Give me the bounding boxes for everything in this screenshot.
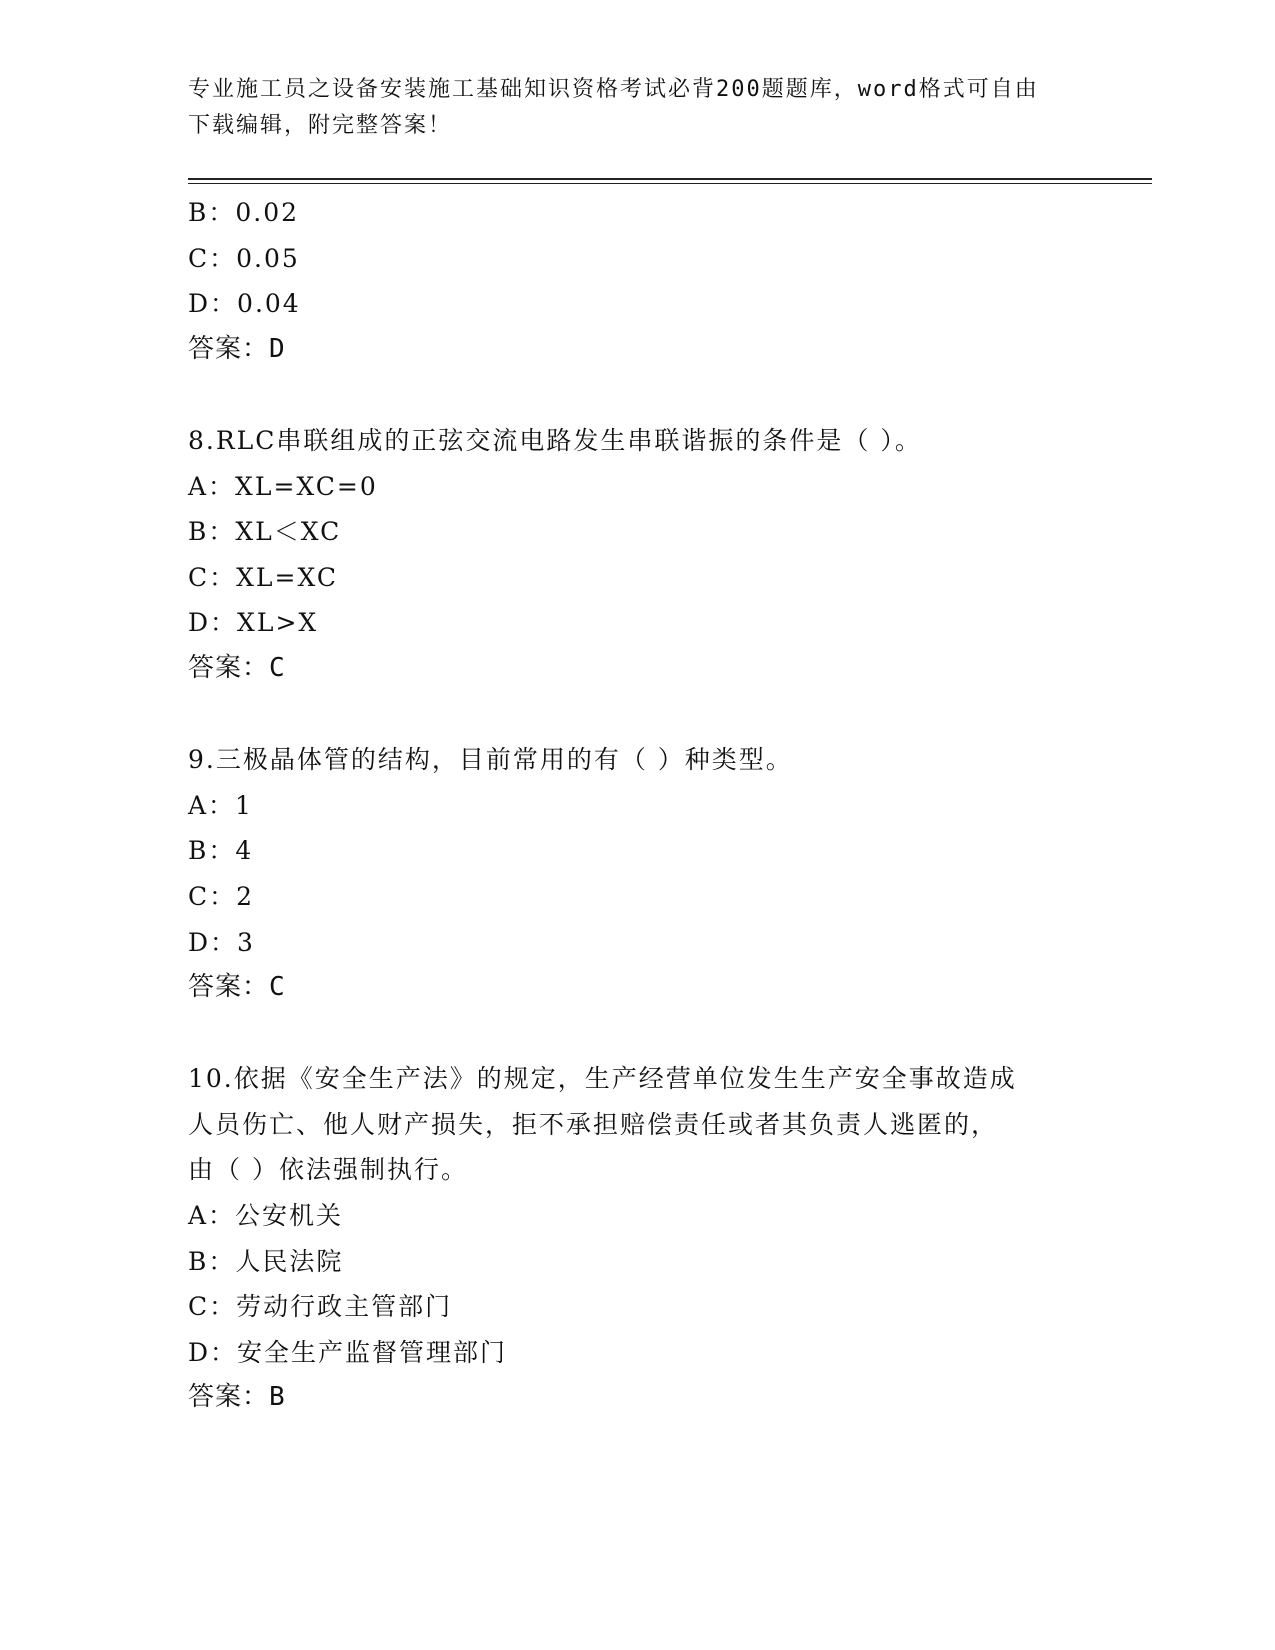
answer-text: 答案：C <box>188 972 286 1003</box>
header-divider-thick <box>188 178 1152 180</box>
header-line-2: 下载编辑，附完整答案！ <box>188 113 453 138</box>
question-block-8 <box>188 418 1088 692</box>
option-b: B：XL＜XC <box>188 517 342 547</box>
option-c: C：劳动行政主管部门 <box>188 1292 453 1322</box>
option-a: A：XL=XC=0 <box>188 471 378 501</box>
option-d: D：0.04 <box>188 289 301 319</box>
question-stem: 9.三极晶体管的结构，目前常用的有（ ）种类型。 <box>188 745 793 775</box>
option-b: B：人民法院 <box>188 1246 344 1276</box>
question-block-10 <box>188 1056 1088 1421</box>
option-c: C：XL=XC <box>188 562 338 592</box>
option-d: D：3 <box>188 927 255 957</box>
answer-text: 答案：C <box>188 652 286 683</box>
header-line-1: 专业施工员之设备安装施工基础知识资格考试必背200题题库，word格式可自由 <box>188 77 1039 102</box>
question-stem-line-1: 10.依据《安全生产法》的规定，生产经营单位发生生产安全事故造成 <box>188 1064 1017 1094</box>
question-block-prev <box>188 190 1088 372</box>
option-c: C：2 <box>188 881 255 911</box>
spacer <box>188 692 1088 738</box>
question-stem-line-2: 人员伤亡、他人财产损失，拒不承担赔偿责任或者其负责人逃匿的， <box>188 1109 999 1139</box>
option-b: B：0.02 <box>188 198 300 227</box>
question-block-9 <box>188 737 1088 1011</box>
answer-text: 答案：D <box>188 333 286 364</box>
option-a: A：公安机关 <box>188 1201 344 1231</box>
document-header <box>188 72 1068 144</box>
question-stem-line-3: 由（ ）依法强制执行。 <box>188 1155 468 1185</box>
header-divider-thin <box>188 183 1152 184</box>
question-stem: 8.RLC串联组成的正弦交流电路发生串联谐振的条件是（ ）。 <box>188 425 922 455</box>
spacer <box>188 372 1088 418</box>
option-c: C：0.05 <box>188 243 300 273</box>
option-a: A：1 <box>188 790 253 820</box>
spacer <box>188 1011 1088 1057</box>
option-b: B：4 <box>188 836 254 866</box>
question-list <box>188 190 1088 1421</box>
option-d: D：XL>X <box>188 608 319 638</box>
option-d: D：安全生产监督管理部门 <box>188 1337 508 1367</box>
answer-text: 答案：B <box>188 1382 286 1413</box>
